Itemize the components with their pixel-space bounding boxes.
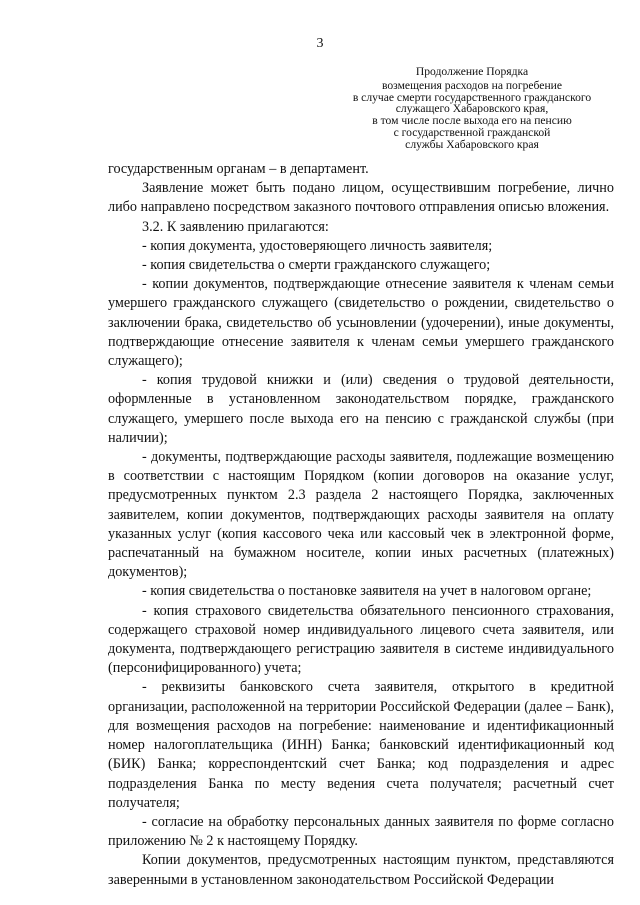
header-title: Продолжение Порядка — [415, 65, 529, 78]
list-item: - согласие на обработку персональных данных заявителя по форме согласно приложению № 2 к настоящему Порядку. — [108, 813, 614, 850]
header-line: возмещения расходов на погребение — [381, 78, 563, 92]
paragraph: Копии документов, предусмотренных настоящим пунктом, представляются заверенными в установленном законодательством Российской Федерации — [108, 852, 614, 888]
header-line: в случае смерти государственного гражданского — [352, 90, 592, 104]
section-heading: 3.2. К заявлению прилагаются: — [142, 218, 329, 235]
list-item: - копия страхового свидетельства обязательного пенсионного страхования, содержащего страховой номер индивидуального лицевого счета заявителя, или документа, подтверждающего регистрацию заявителя в системе индивидуального (персонифицированного) учета; — [108, 602, 614, 677]
document-header — [322, 66, 622, 151]
list-item: - документы, подтверждающие расходы заявителя, подлежащие возмещению в соответствии с настоящим Порядком (копии договоров на оказание услуг, предусмотренных пунктом 2.3 раздела 2 настоящего Порядка, заключенных заявителем, копии документов, подтверждающих расходы заявителя на оплату указанных услуг (копия кассового чека или кассовый чек в электронной форме, распечатанный на бумажном носителе, копии иных расчетных (платежных) документов); — [108, 449, 614, 581]
list-item: - копия трудовой книжки и (или) сведения о трудовой деятельности, оформленные в установленном законодательством порядке, гражданского служащего, умершего после выхода его на пенсию с гражданской службы (при наличии); — [108, 372, 614, 446]
paragraph: государственным органам – в департамент. — [108, 161, 369, 177]
list-item: - копия свидетельства о смерти гражданского служащего; — [142, 257, 491, 274]
document-body — [108, 160, 614, 890]
page-number: 3 — [316, 36, 324, 51]
header-line: в том числе после выхода его на пенсию — [372, 114, 572, 128]
header-line: с государственной гражданской — [393, 125, 551, 139]
header-line: службы Хабаровского края — [405, 137, 539, 151]
paragraph: Заявление может быть подано лицом, осуществившим погребение, лично либо направлено посредством заказного почтового отправления описью вложения. — [108, 180, 614, 216]
list-item: - копия документа, удостоверяющего личность заявителя; — [142, 237, 493, 254]
header-line: служащего Хабаровского края, — [395, 102, 549, 116]
list-item: - копии документов, подтверждающие отнесение заявителя к членам семьи умершего гражданского служащего (свидетельство о рождении, свидетельство о заключении брака, свидетельство об усыновлении (удочерении), иные документы, подтверждающие отнесение заявителя к членам семьи умершего гражданского служащего); — [108, 276, 614, 370]
list-item: - копия свидетельства о постановке заявителя на учет в налоговом органе; — [142, 583, 592, 600]
list-item: - реквизиты банковского счета заявителя, открытого в кредитной организации, расположенной на территории Российской Федерации (далее – Банк), для возмещения расходов на погребение: наименование и идентификационный номер налогоплательщика (ИНН) Банка; банковский идентификационный код (БИК) Банка; корреспондентский счет Банка; код подразделения и адрес подразделения Банка по месту ведения счета получателя; расчетный счет получателя; — [108, 679, 614, 811]
